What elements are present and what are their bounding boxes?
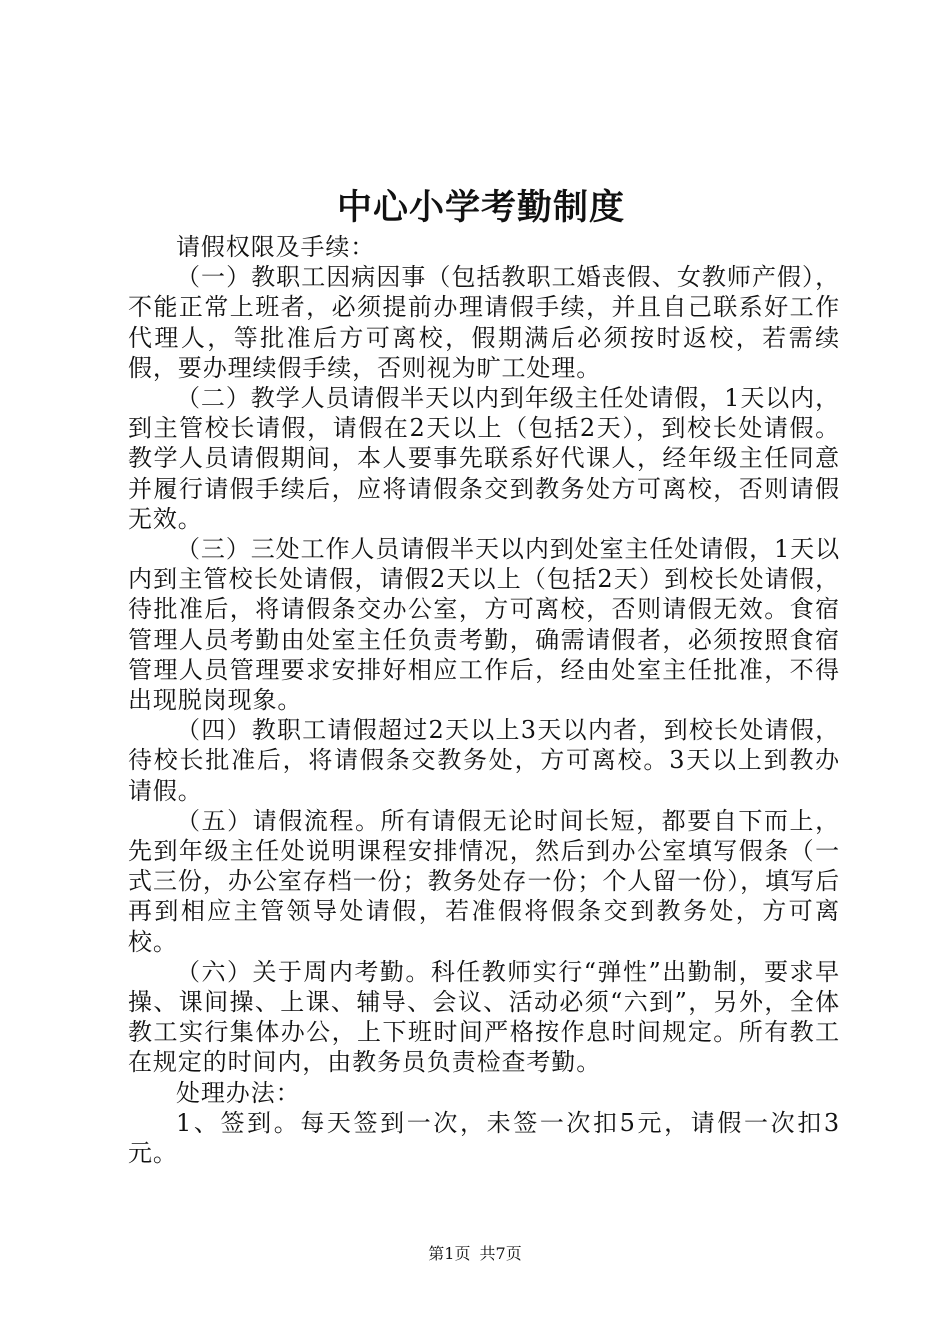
paragraph-item-1: （一）教职工因病因事（包括教职工婚丧假、女教师产假），不能正常上班者，必须提前办理请假手续，并且自己联系好工作代理人，等批准后方可离校，假期满后必须按时返校，若需续假，要办理续假手续，否则视为旷工处理。 — [128, 263, 840, 382]
paragraph-item-3: （三）三处工作人员请假半天以内到处室主任处请假，1天以内到主管校长处请假，请假2天以上（包括2天）到校长处请假，待批准后，将请假条交办公室，方可离校，否则请假无效。食宿管理人员考勤由处室主任负责考勤，确需请假者，必须按照食宿管理人员管理要求安排好相应工作后，经由处室主任批准，不得出现脱岗现象。 — [128, 535, 840, 715]
paragraph-leave-authority-heading: 请假权限及手续： — [176, 233, 376, 261]
page-number: 第1页 — [428, 1244, 471, 1263]
document-title: 中心小学考勤制度 — [336, 187, 625, 228]
paragraph-rule-1: 1、签到。每天签到一次，未签一次扣5元，请假一次扣3元。 — [128, 1108, 840, 1168]
paragraph-handling-heading: 处理办法： — [176, 1078, 301, 1107]
paragraph-item-4: （四）教职工请假超过2天以上3天以内者，到校长处请假，待校长批准后，将请假条交教务处，方可离校。3天以上到教办请假。 — [128, 716, 840, 805]
paragraph-item-2: （二）教学人员请假半天以内到年级主任处请假，1天以内，到主管校长请假，请假在2天以上（包括2天），到校长处请假。教学人员请假期间，本人要事先联系好代课人，经年级主任同意并履行请假手续后，应将请假条交到教务处方可离校，否则请假无效。 — [128, 384, 840, 533]
page-footer — [0, 1244, 950, 1264]
paragraph-item-6: （六）关于周内考勤。科任教师实行“弹性”出勤制，要求早操、课间操、上课、辅导、会议、活动必须“六到”，另外，全体教工实行集体办公，上下班时间严格按作息时间规定。所有教工在规定的时间内，由教务员负责检查考勤。 — [128, 957, 840, 1077]
document-body — [128, 232, 840, 1168]
page-total: 共7页 — [479, 1244, 522, 1263]
paragraph-item-5: （五）请假流程。所有请假无论时间长短，都要自下而上，先到年级主任处说明课程安排情况，然后到办公室填写假条（一式三份，办公室存档一份；教务处存一份；个人留一份），填写后再到相应主管领导处请假，若准假将假条交到教务处，方可离校。 — [128, 806, 840, 956]
